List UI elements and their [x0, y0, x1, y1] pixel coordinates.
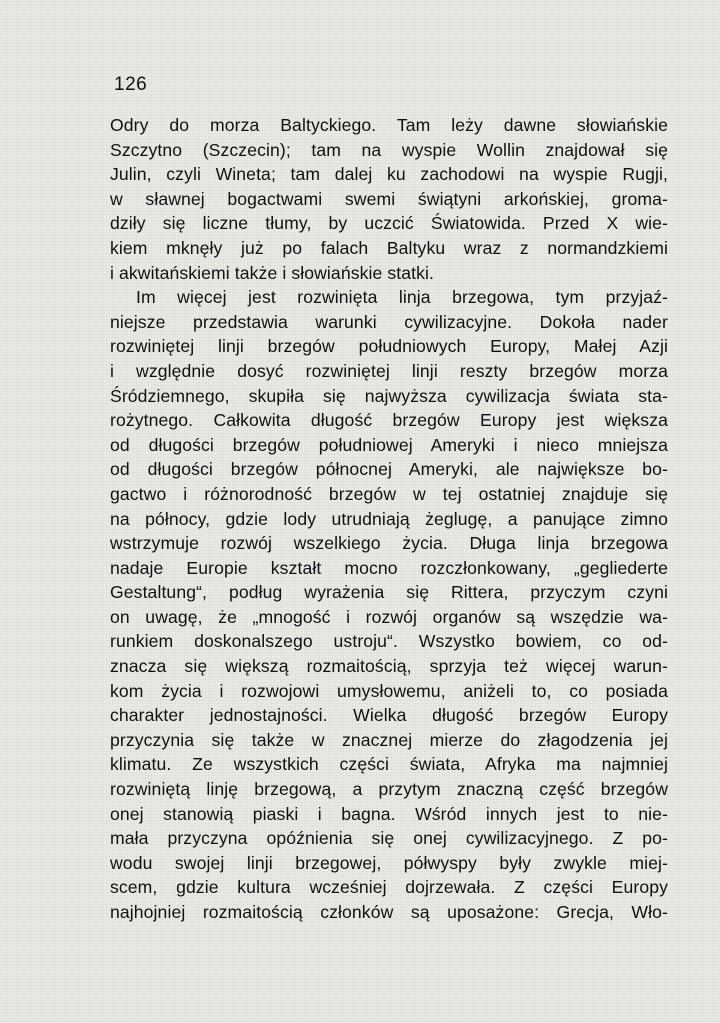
text-line: Szczytno (Szczecin); tam na wyspie Wollin znajdował się	[110, 139, 668, 160]
text-line: gactwo i różnorodność brzegów w tej ostatniej znajduje się	[110, 483, 668, 504]
text-line: kom życia i rozwojowi umysłowemu, aniżeli to, co posiada	[110, 680, 668, 701]
text-line: onej stanowią piaski i bagna. Wśród innych jest to nie-	[110, 803, 668, 824]
text-line: od długości brzegów południowej Ameryki i nieco mniejsza	[110, 434, 668, 455]
text-line: rozwiniętej linji brzegów południowych Europy, Małej Azji	[110, 336, 668, 357]
text-line: rozwiniętą linję brzegową, a przytym znaczną część brzegów	[110, 779, 668, 800]
text-line: dziły się liczne tłumy, by uczcić Światowida. Przed X wie-	[110, 213, 668, 234]
text-line: on uwagę, że „mnogość i rozwój organów są wszędzie wa-	[110, 606, 668, 627]
text-line: Odry do morza Baltyckiego. Tam leży dawne słowiańskie	[110, 115, 668, 135]
text-line: znacza się większą rozmaitością, sprzyja też więcej warun-	[110, 656, 668, 677]
text-line: wodu swojej linji brzegowej, półwyspy były zwykle miej-	[110, 852, 668, 873]
text-line: nadaje Europie kształt mocno rozczłonkowany, „gegliederte	[110, 557, 668, 578]
body-text	[110, 113, 668, 925]
text-line: niejsze przedstawia warunki cywilizacyjne. Dokoła nader	[110, 311, 668, 332]
paragraph-start-line: Im więcej jest rozwinięta linja brzegowa, tym przyjaź-	[136, 287, 668, 308]
text-line: charakter jednostajności. Wielka długość brzegów Europy	[110, 705, 668, 726]
text-line: runkiem doskonalszego ustroju“. Wszystko bowiem, co od-	[110, 631, 668, 652]
text-line: mała przyczyna opóźnienia się onej cywilizacyjnego. Z po-	[110, 828, 668, 849]
page-number: 126	[114, 74, 148, 95]
text-line: Śródziemnego, skupiła się najwyższa cywilizacja świata sta-	[110, 385, 668, 406]
text-line: przyczynia się także w znacznej mierze do złagodzenia jej	[110, 729, 668, 750]
text-line: klimatu. Ze wszystkich części świata, Afryka ma najmniej	[110, 754, 668, 775]
text-line: od długości brzegów północnej Ameryki, ale największe bo-	[110, 459, 668, 480]
text-line: Gestaltung“, podług wyrażenia się Rittera, przyczym czyni	[110, 582, 668, 603]
text-line: kiem mknęły już po falach Baltyku wraz z normandzkiemi	[110, 237, 668, 258]
text-line: scem, gdzie kultura wcześniej dojrzewała. Z części Europy	[110, 877, 668, 898]
text-line: i względnie dosyć rozwiniętej linji reszty brzegów morza	[110, 360, 668, 381]
text-line: w sławnej bogactwami swemi świątyni arkońskiej, groma-	[110, 188, 668, 209]
text-line: najhojniej rozmaitością członków są uposażone: Grecja, Wło-	[110, 902, 668, 922]
text-line: rożytnego. Całkowita długość brzegów Europy jest większa	[110, 410, 668, 431]
text-line: wstrzymuje rozwój wszelkiego życia. Długa linja brzegowa	[110, 533, 668, 554]
paragraph-end-line: i akwitańskiemi także i słowiańskie statki.	[110, 262, 435, 283]
text-line: Julin, czyli Wineta; tam dalej ku zachodowi na wyspie Rugji,	[110, 164, 668, 185]
text-line: na północy, gdzie lody utrudniają żeglugę, a panujące zimno	[110, 508, 668, 529]
